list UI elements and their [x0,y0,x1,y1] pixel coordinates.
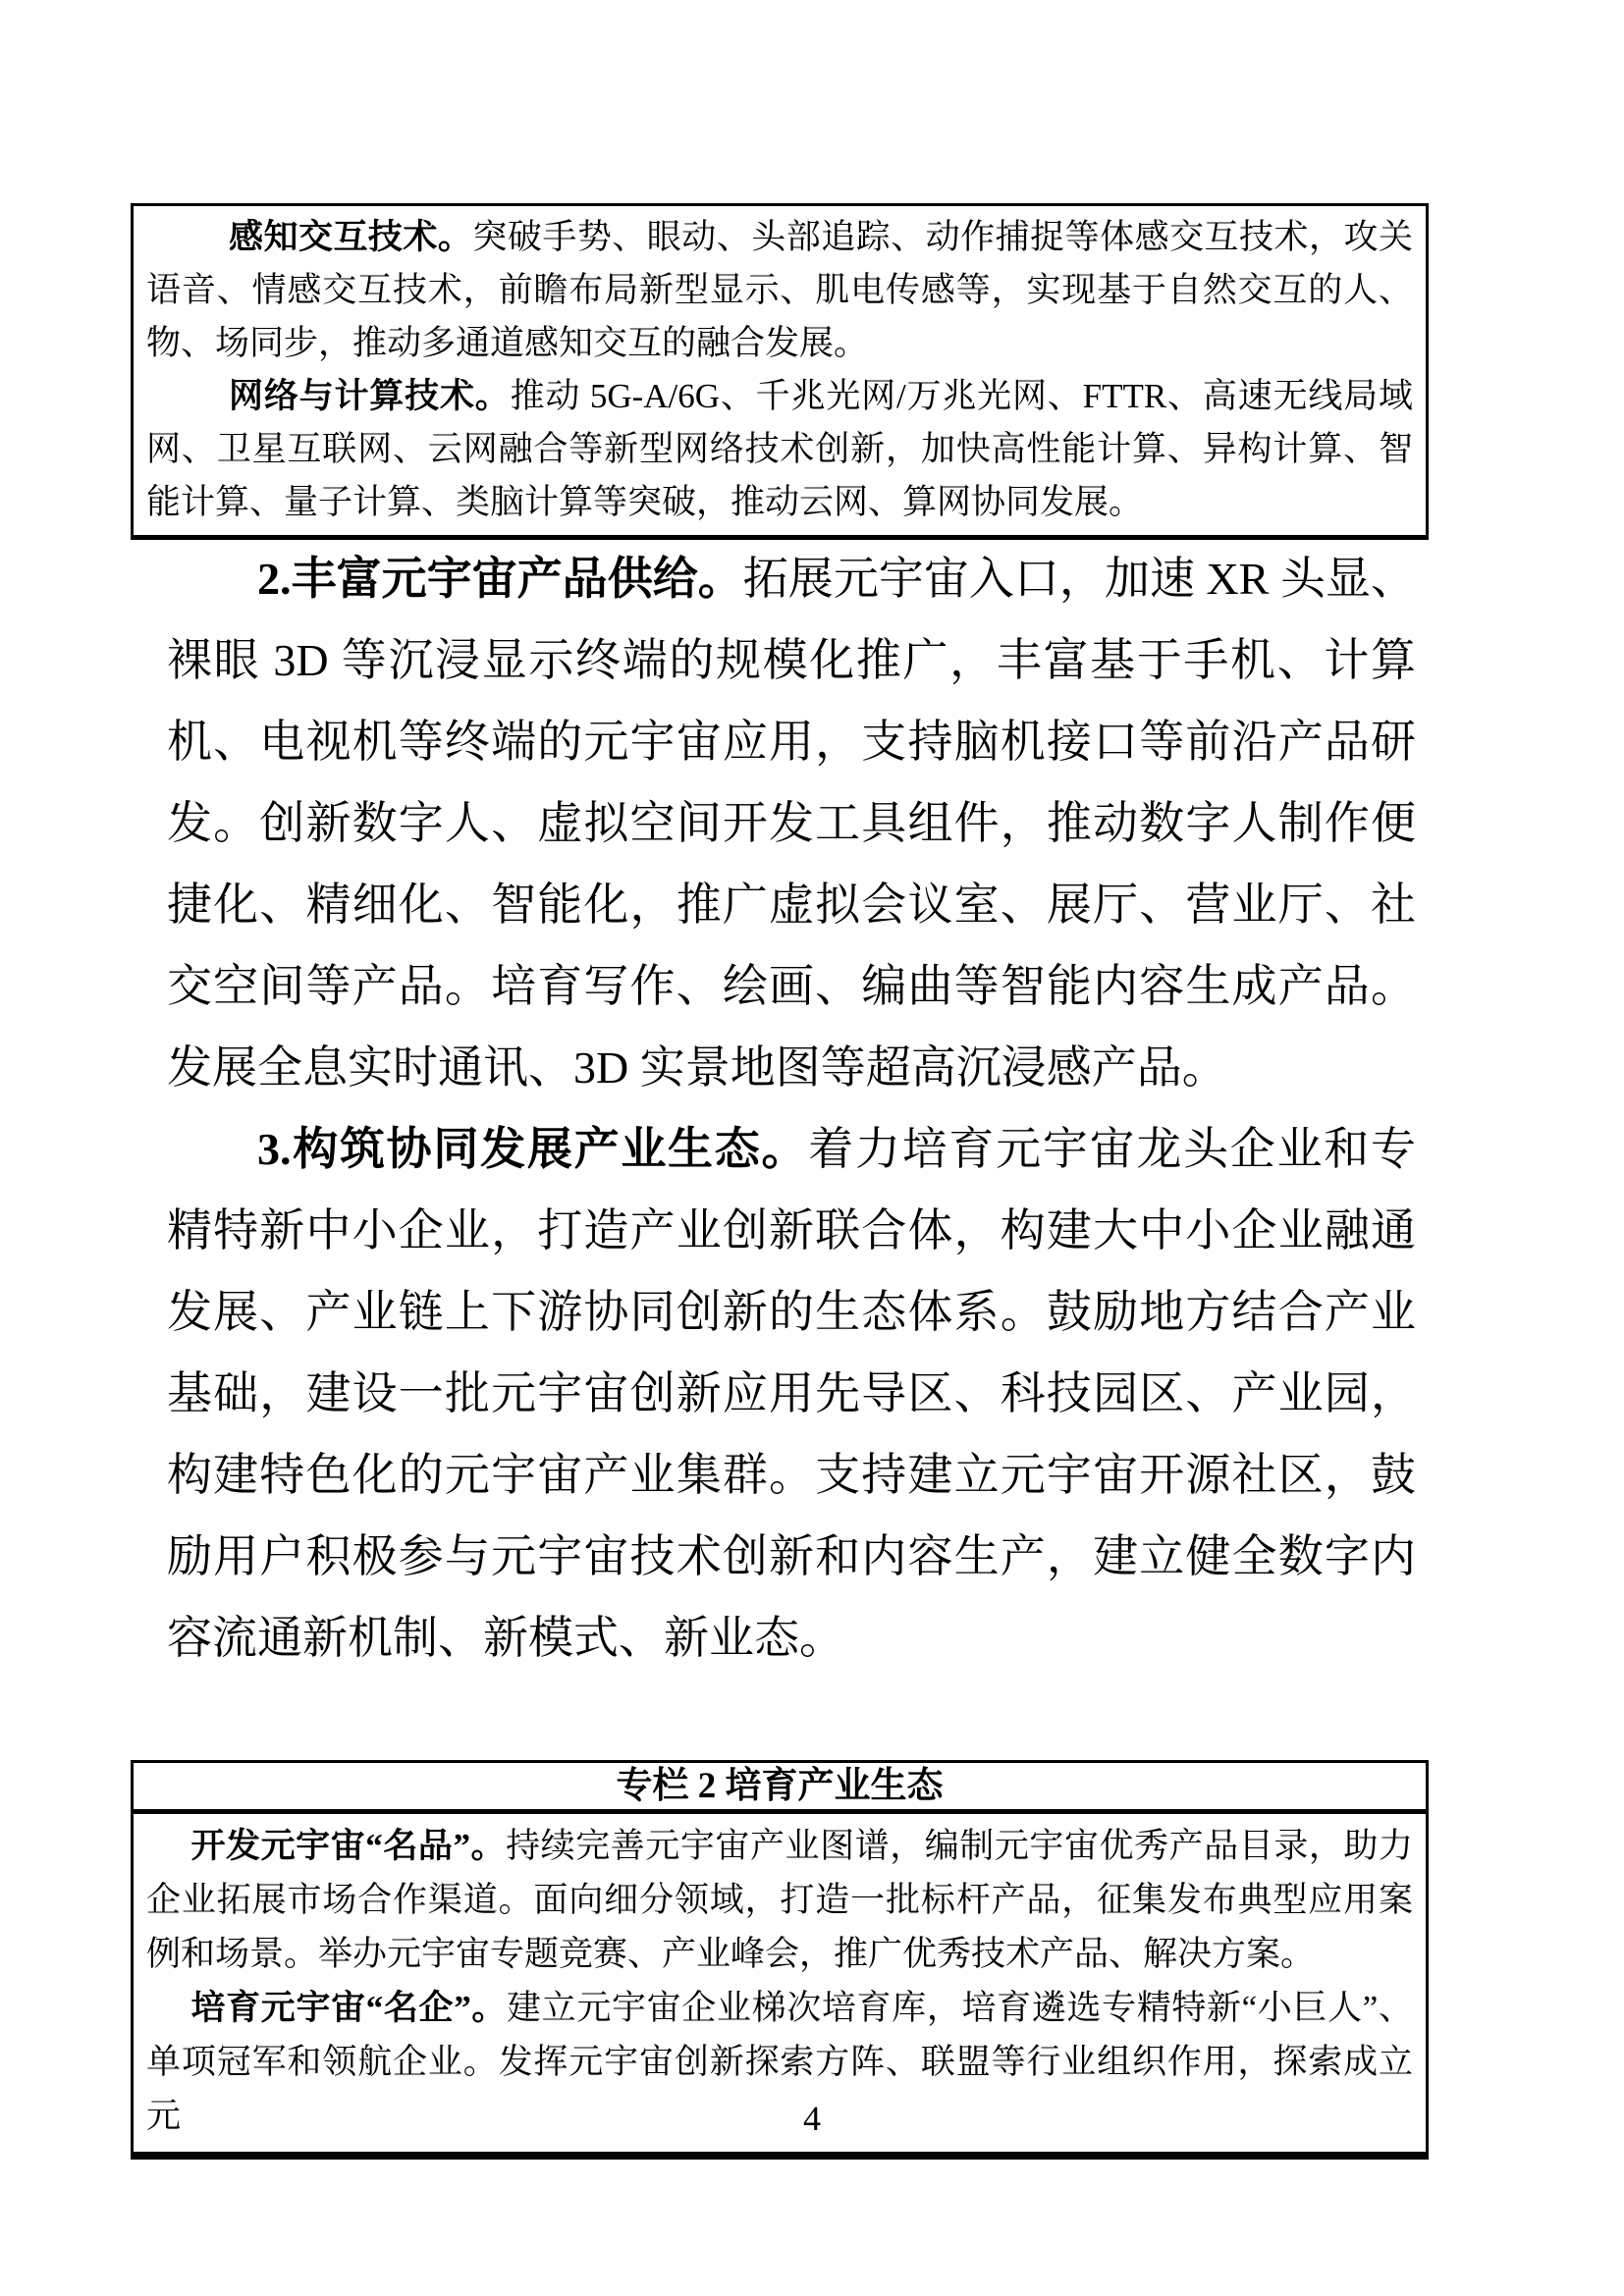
paragraph-lead: 感知交互技术。 [229,218,473,256]
tech-box-paragraph-network [146,370,1413,529]
paragraph-text: 推动 5G-A/6G、千兆光网/万兆光网、FTTR、高速无线局域网、卫星互联网、云网融合等新型网络技术创新，加快高性能计算、异构计算、智能计算、量子计算、类脑计算等突破，推动云网、算网协同发展。 [146,377,1413,521]
tech-box-paragraph-perception [146,211,1413,370]
column-box-title: 专栏 2 培育产业生态 [134,1763,1426,1814]
paragraph-text: 建立元宇宙企业梯次培育库，培育遴选专精特新“小巨人”、单项冠军和领航企业。发挥元宇宙创新探索方阵、联盟等行业组织作用，探索成立元 [146,1989,1413,2135]
column-paragraph-products [146,1819,1413,1981]
paragraph-lead: 3.构筑协同发展产业生态。 [257,1124,809,1174]
paragraph-lead: 2.丰富元宇宙产品供给。 [257,554,743,604]
paragraph-text: 拓展元宇宙入口，加速 XR 头显、裸眼 3D 等沉浸显示终端的规模化推广，丰富基于手机、计算机、电视机等终端的元宇宙应用，支持脑机接口等前沿产品研发。创新数字人、虚拟空间开发工具组件，推动数字人制作便捷化、精细化、智能化，推广虚拟会议室、展厅、营业厅、社交空间等产品。培育写作、绘画、编曲等智能内容生成产品。发展全息实时通讯、3D 实景地图等超高沉浸感产品。 [167,554,1416,1093]
paragraph-lead: 开发元宇宙“名品”。 [190,1827,507,1865]
body-paragraph-products [167,538,1416,1108]
body-paragraph-ecosystem [167,1108,1416,1679]
paragraph-text: 突破手势、眼动、头部追踪、动作捕捉等体感交互技术，攻关语音、情感交互技术，前瞻布局新型显示、肌电传感等，实现基于自然交互的人、物、场同步，推动多通道感知交互的融合发展。 [146,218,1413,362]
page-number: 4 [803,2099,821,2138]
tech-box [131,203,1429,540]
paragraph-lead: 培育元宇宙“名企”。 [190,1989,508,2027]
paragraph-lead: 网络与计算技术。 [229,377,511,415]
paragraph-text: 持续完善元宇宙产业图谱，编制元宇宙优秀产品目录，助力企业拓展市场合作渠道。面向细分领域，打造一批标杆产品，征集发布典型应用案例和场景。举办元宇宙专题竞赛、产业峰会，推广优秀技术产品、解决方案。 [146,1827,1413,1973]
paragraph-text: 着力培育元宇宙龙头企业和专精特新中小企业，打造产业创新联合体，构建大中小企业融通发展、产业链上下游协同创新的生态体系。鼓励地方结合产业基础，建设一批元宇宙创新应用先导区、科技园区、产业园，构建特色化的元宇宙产业集群。支持建立元宇宙开源社区，鼓励用户积极参与元宇宙技术创新和内容生产，建立健全数字内容流通新机制、新模式、新业态。 [167,1124,1417,1663]
main-body [167,538,1416,1679]
